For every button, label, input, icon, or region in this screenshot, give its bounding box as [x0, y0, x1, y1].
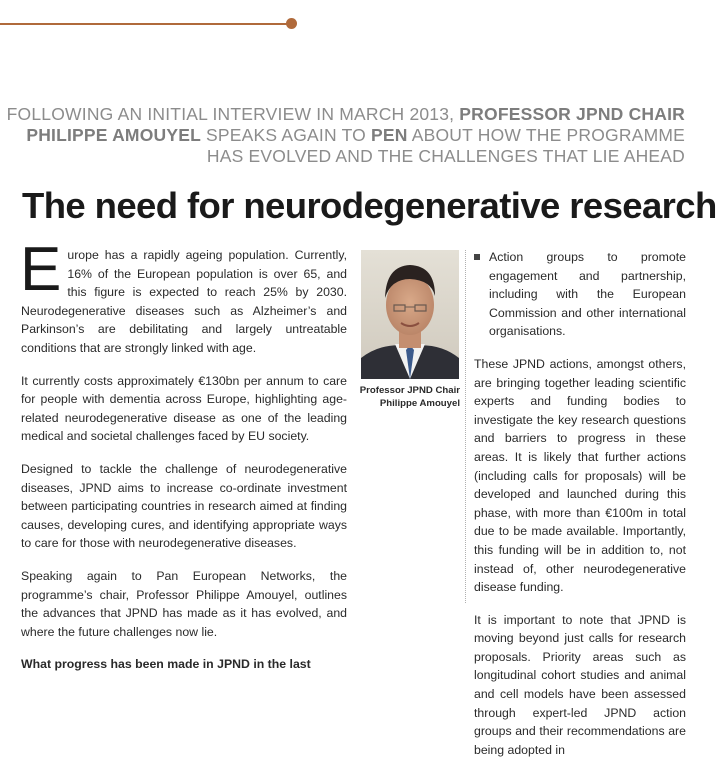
drop-cap: E: [20, 235, 62, 304]
bullet-square-icon: [474, 254, 480, 260]
article-column-left: [20, 235, 347, 688]
standfirst-bold-pen: PEN: [371, 125, 408, 145]
column-divider: [465, 250, 466, 603]
list-item: Action groups to promote engagement and partnership, including with the European Commission and other international organisations.: [474, 248, 686, 341]
body-paragraph: These JPND actions, amongst others, are bringing together leading scientific experts and funding bodies to investigate the key research questions and barriers to progress in these areas. It is likely that further actions (including calls for proposals) will be developed and launched during this phase, with more than €100m in total due to be made available. Importantly, this funding will be in addition to, not instead of, other neurodegenerative disease funding.: [474, 356, 686, 595]
page-title: The need for neurodegenerative research: [22, 185, 717, 226]
standfirst: FOLLOWING AN INITIAL INTERVIEW IN MARCH 2013, PROFESSOR JPND CHAIR PHILIPPE AMOUYEL SPEAKS AGAIN TO PEN ABOUT HOW THE PROGRAMME HAS EVOLVED AND THE CHALLENGES THAT LIE AHEAD: [6, 104, 685, 166]
body-paragraph: It currently costs approximately €130bn per annum to care for people with dementia across Europe, highlighting age-related neurodegenerative disease as one of the leading medical and societal challenges faced by EU society.: [21, 373, 347, 444]
rule-dot-icon: [286, 18, 297, 29]
standfirst-bold-name: PROFESSOR JPND CHAIR PHILIPPE AMOUYEL: [26, 104, 685, 145]
body-paragraph: It is important to note that JPND is moving beyond just calls for research proposals. Priority areas such as longitudinal cohort studies and animal and cell models have been assessed through expert-led JPND action groups and their recommendations are being adopted in: [474, 612, 686, 757]
decorative-rule: [0, 23, 288, 25]
portrait-photo: [361, 250, 459, 379]
body-paragraph: Designed to tackle the challenge of neurodegenerative diseases, JPND aims to increase co-ordinate investment between participating countries in research aimed at finding causes, developing cures, and identifying appropriate ways to care for those with neurodegenerative diseases.: [21, 461, 347, 551]
portrait-image: [361, 250, 459, 379]
body-paragraph: Speaking again to Pan European Networks, the programme’s chair, Professor Philippe Amouyel, outlines the advances that JPND has made as it has evolved, and where the future challenges now lie.: [21, 568, 347, 639]
photo-caption: Professor JPND Chair Philippe Amouyel: [359, 385, 460, 409]
article-column-right: [474, 248, 686, 773]
intro-paragraph: Europe has a rapidly ageing population. Currently, 16% of the European population is over 65, and this figure is expected to reach 25% by 2030. Neurodegenerative diseases such as Alzheimer’s and Parkinson’s are debilitating and largely untreatable conditions that are strongly linked with age.: [20, 235, 347, 355]
interview-question: What progress has been made in JPND in the last: [21, 657, 311, 672]
